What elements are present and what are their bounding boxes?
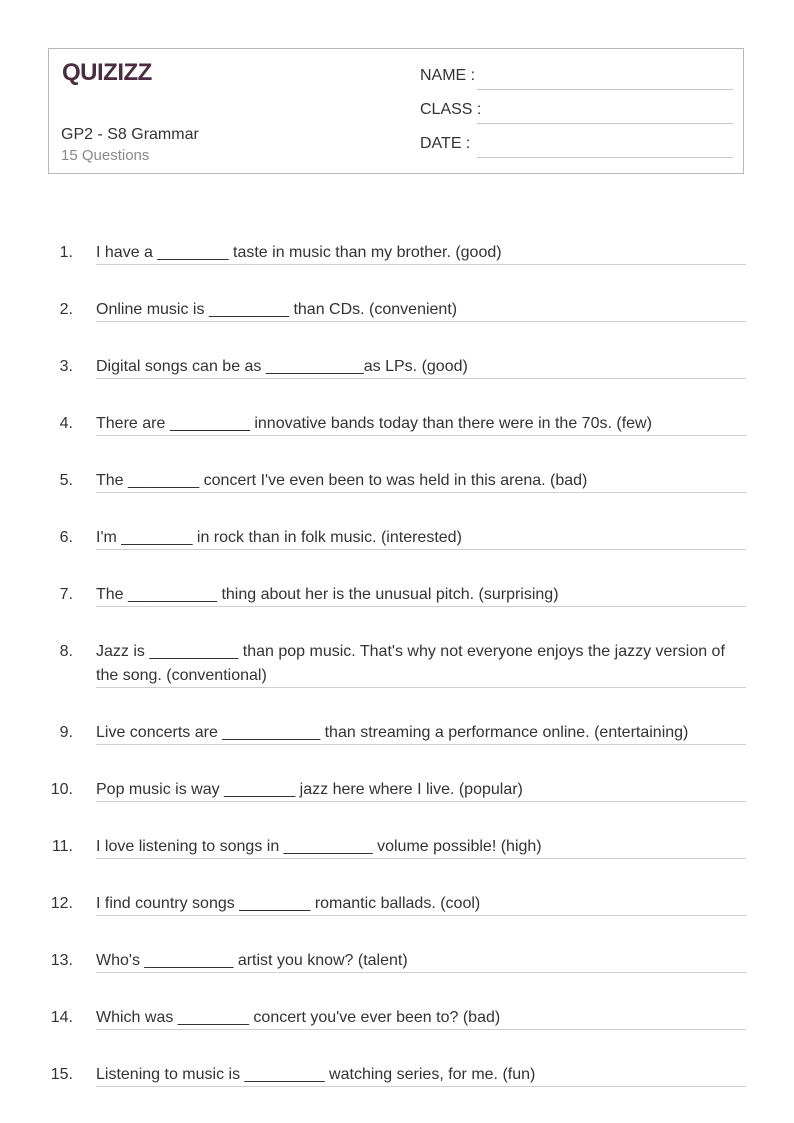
question-text: I find country songs ________ romantic ballads. (cool) bbox=[96, 895, 481, 912]
class-label: CLASS : bbox=[420, 101, 482, 118]
answer-line[interactable] bbox=[96, 264, 746, 265]
question-number: 3. bbox=[59, 358, 73, 375]
question-number: 10. bbox=[50, 781, 73, 798]
class-field[interactable] bbox=[420, 101, 733, 125]
answer-line[interactable] bbox=[96, 549, 746, 550]
class-line[interactable] bbox=[477, 123, 733, 124]
question-text: Online music is _________ than CDs. (convenient) bbox=[96, 301, 458, 318]
question-text: The __________ thing about her is the unusual pitch. (surprising) bbox=[96, 586, 559, 603]
question-number: 14. bbox=[50, 1009, 73, 1026]
question-text: I love listening to songs in __________ volume possible! (high) bbox=[96, 838, 542, 855]
question-number: 6. bbox=[59, 529, 73, 546]
question-number: 13. bbox=[50, 952, 73, 969]
question-number: 5. bbox=[59, 472, 73, 489]
question-text: Which was ________ concert you've ever been to? (bad) bbox=[96, 1009, 501, 1026]
question-number: 9. bbox=[59, 724, 73, 741]
worksheet-header bbox=[48, 48, 744, 174]
quizizz-logo-mark bbox=[62, 58, 154, 86]
question-number: 1. bbox=[59, 244, 73, 261]
question-text: The ________ concert I've even been to was held in this arena. (bad) bbox=[96, 472, 588, 489]
answer-line[interactable] bbox=[96, 606, 746, 607]
svg-text:QUIZIZZ: QUIZIZZ bbox=[62, 59, 152, 86]
question-text: I have a ________ taste in music than my brother. (good) bbox=[96, 244, 502, 261]
question-text: Pop music is way ________ jazz here where I live. (popular) bbox=[96, 781, 523, 798]
answer-line[interactable] bbox=[96, 435, 746, 436]
answer-line[interactable] bbox=[96, 1086, 746, 1087]
question-number: 15. bbox=[50, 1066, 73, 1083]
answer-line[interactable] bbox=[96, 858, 746, 859]
answer-line[interactable] bbox=[96, 378, 746, 379]
question-count: 15 Questions bbox=[61, 147, 150, 164]
question-number: 8. bbox=[59, 643, 73, 660]
answer-line[interactable] bbox=[96, 972, 746, 973]
question-text: Jazz is __________ than pop music. That's why not everyone enjoys the jazzy version of the song. (conventional) bbox=[96, 643, 725, 684]
answer-line[interactable] bbox=[96, 321, 746, 322]
quizizz-logo bbox=[62, 58, 154, 91]
answer-line[interactable] bbox=[96, 687, 746, 688]
question-text: Who's __________ artist you know? (talent) bbox=[96, 952, 408, 969]
question-number: 2. bbox=[59, 301, 73, 318]
question-text: There are _________ innovative bands today than there were in the 70s. (few) bbox=[96, 415, 652, 432]
date-line[interactable] bbox=[477, 157, 733, 158]
question-number: 7. bbox=[59, 586, 73, 603]
date-field[interactable] bbox=[420, 135, 733, 159]
answer-line[interactable] bbox=[96, 744, 746, 745]
date-label: DATE : bbox=[420, 135, 471, 152]
answer-line[interactable] bbox=[96, 915, 746, 916]
quiz-title: GP2 - S8 Grammar bbox=[61, 126, 199, 143]
name-line[interactable] bbox=[477, 89, 733, 90]
name-field[interactable] bbox=[420, 67, 733, 91]
question-text: I'm ________ in rock than in folk music. (interested) bbox=[96, 529, 462, 546]
answer-line[interactable] bbox=[96, 1029, 746, 1030]
question-number: 4. bbox=[59, 415, 73, 432]
question-text: Live concerts are ___________ than streaming a performance online. (entertaining) bbox=[96, 724, 689, 741]
question-number: 12. bbox=[50, 895, 73, 912]
answer-line[interactable] bbox=[96, 801, 746, 802]
answer-line[interactable] bbox=[96, 492, 746, 493]
name-label: NAME : bbox=[420, 67, 476, 84]
question-text: Listening to music is _________ watching series, for me. (fun) bbox=[96, 1066, 536, 1083]
question-number: 11. bbox=[51, 838, 73, 855]
question-text: Digital songs can be as ___________as LPs. (good) bbox=[96, 358, 468, 375]
